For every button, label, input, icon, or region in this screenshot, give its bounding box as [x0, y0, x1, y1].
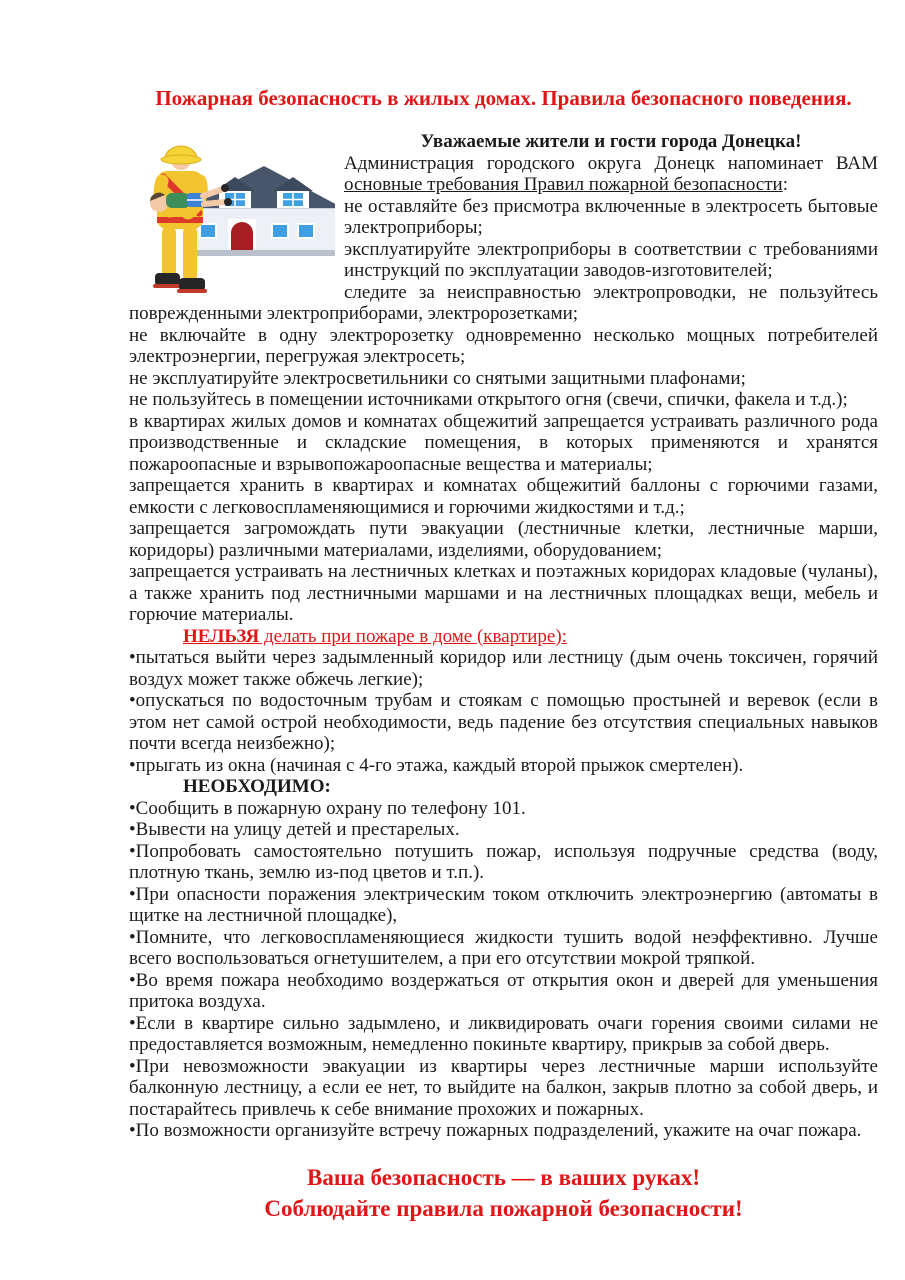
document-body — [129, 131, 878, 1142]
page-title: Пожарная безопасность в жилых домах. Правила безопасного поведения. — [155, 86, 852, 110]
required-item: •Помните, что легковоспламеняющиеся жидкости тушить водой неэффективно. Лучше всего воспользоваться огнетушителем, а при его отсутствии мокрой тряпкой. — [129, 926, 878, 969]
firefighter-rescue-svg — [129, 133, 335, 299]
intro-lead-underlined: основные требования Правил пожарной безопасности — [344, 174, 783, 195]
house-foundation — [186, 250, 335, 256]
footer-slogan-line2: Соблюдайте правила пожарной безопасности! — [264, 1195, 743, 1221]
house-door — [231, 222, 253, 250]
forbidden-item: •опускаться по водосточным трубам и стоякам с помощью простыней и веревок (если в этом нет самой острой необходимости, ведь падение без отсутствия специальных навыков почти всегда неизбежно); — [129, 690, 878, 754]
helmet-brim — [161, 155, 201, 164]
child-shoe — [221, 184, 229, 192]
rule-paragraph: не включайте в одну электророзетку одновременно несколько мощных потребителей электроэнергии, перегружая электросеть; — [129, 324, 878, 367]
child-shoe — [224, 198, 232, 206]
rule-paragraph: следите за неисправностью электропроводки, не пользуйтесь поврежденными электроприборами, электророзетками; — [129, 281, 878, 324]
required-item: •Попробовать самостоятельно потушить пожар, используя подручные средства (воду, плотную ткань, землю из-под цветов и т.п.). — [129, 840, 878, 883]
required-item: •Во время пожара необходимо воздержаться от открытия окон и дверей для уменьшения притока воздуха. — [129, 969, 878, 1012]
intro-lead-colon: : — [782, 174, 788, 195]
forbidden-item: •прыгать из окна (начиная с 4-го этажа, каждый второй прыжок смертелен). — [129, 754, 744, 776]
intro-heading: Уважаемые жители и гости города Донецка! — [420, 131, 802, 152]
required-item: •Если в квартире сильно задымлено, и ликвидировать очаги горения своими силами не предоставляется возможным, немедленно покиньте квартиру, прикрыв за собой дверь. — [129, 1012, 878, 1055]
required-item: •Вывести на улицу детей и престарелых. — [129, 819, 460, 840]
required-item: •Сообщить в пожарную охрану по телефону 101. — [129, 797, 526, 819]
rule-paragraph: запрещается устраивать на лестничных клетках и поэтажных коридорах кладовые (чуланы), а также хранить под лестничными маршами и на лестничных площадках вещи, мебель и горючие материалы. — [129, 561, 878, 625]
boot-sole — [177, 289, 207, 293]
rule-paragraph: не пользуйтесь в помещении источниками открытого огня (свечи, спички, факела и т.д.); — [129, 389, 848, 410]
document-content — [129, 86, 878, 1224]
rule-paragraph: запрещается хранить в квартирах и комнатах общежитий баллоны с горючими газами, емкости с легковоспламеняющимися и горючими жидкостями и т.д.; — [129, 475, 878, 518]
rule-paragraph: эксплуатируйте электроприборы в соответствии с требованиями инструкций по эксплуатации заводов-изготовителей; — [344, 238, 878, 281]
house-window — [299, 225, 313, 237]
rule-paragraph: запрещается загромождать пути эвакуации (лестничные клетки, лестничные марши, коридоры) различными материалами, изделиями, оборудованием; — [129, 518, 878, 561]
firefighter-leg — [162, 227, 176, 277]
rule-paragraph: в квартирах жилых домов и комнатах общежитий запрещается устраивать различного рода производственные и складские помещения, в которых применяются и хранятся пожароопасные и взрывопожароопасные вещества и материалы; — [129, 410, 878, 475]
forbidden-item: •пытаться выйти через задымленный коридор или лестницу (дым очень токсичен, горячий воздух может также обжечь легкие); — [129, 647, 878, 690]
firefighter-leg — [183, 227, 197, 281]
footer-slogan — [129, 1162, 878, 1224]
required-item: •При опасности поражения электрическим током отключить электроэнергию (автоматы в щитке на лестничной площадке), — [129, 883, 878, 926]
rule-paragraph: не оставляйте без присмотра включенные в электросеть бытовые электроприборы; — [344, 195, 878, 238]
intro-lead-text: Администрация городского округа Донецк напоминает ВАМ — [344, 152, 878, 174]
forbidden-heading-keyword: НЕЛЬЗЯ — [183, 625, 260, 647]
required-heading: НЕОБХОДИМО: — [183, 776, 331, 797]
boot-sole — [153, 284, 181, 288]
house-window — [273, 225, 287, 237]
rule-paragraph: не эксплуатируйте электросветильники со снятыми защитными плафонами; — [129, 367, 746, 389]
required-item: •При невозможности эвакуации из квартиры через лестничные марши используйте балконную лестницу, а если ее нет, то выйдите на балкон, закрыв плотно за собой дверь, и постарайтесь привлечь к себе внимание прохожих и пожарных. — [129, 1055, 878, 1120]
forbidden-heading-rest: делать при пожаре в доме (квартире): — [259, 625, 567, 647]
forbidden-heading — [129, 626, 878, 648]
child-leg — [204, 202, 225, 204]
house-window — [201, 225, 215, 237]
required-item: •По возможности организуйте встречу пожарных подразделений, укажите на очаг пожара. — [129, 1120, 862, 1141]
child-shirt — [166, 193, 190, 208]
footer-slogan-line1: Ваша безопасность — в ваших руках! — [307, 1164, 700, 1190]
firefighter-rescue-illustration — [129, 133, 335, 299]
firefighter-belt — [157, 217, 203, 223]
